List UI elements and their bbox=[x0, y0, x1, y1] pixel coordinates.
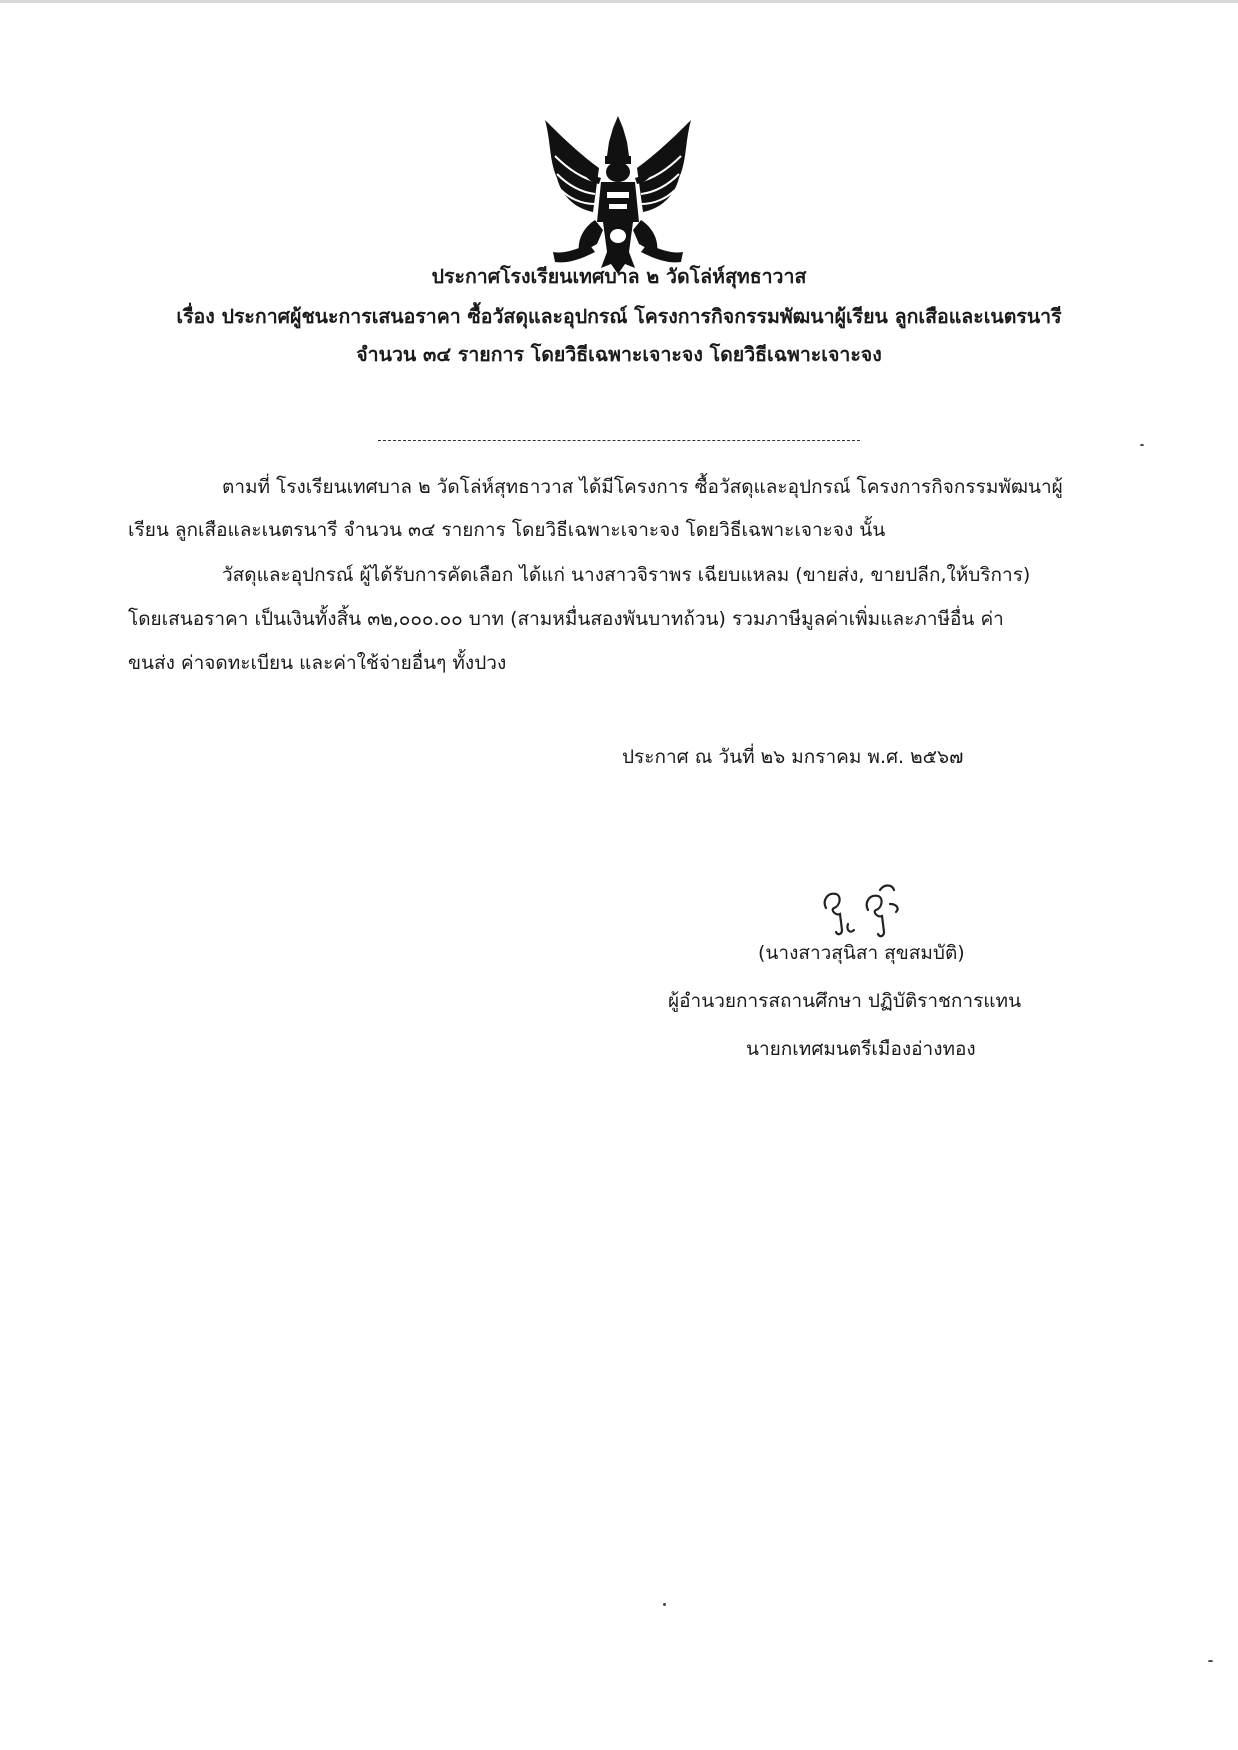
garuda-emblem-icon bbox=[537, 112, 699, 278]
page-top-edge bbox=[0, 0, 1238, 3]
announcement-subject-line2: จำนวน ๓๔ รายการ โดยวิธีเฉพาะเจาะจง โดยวิธีเฉพาะเจาะจง bbox=[356, 343, 882, 366]
announcement-subject: เรื่อง ประกาศผู้ชนะการเสนอราคา ซื้อวัสดุและอุปกรณ์ โครงการกิจกรรมพัฒนาผู้เรียน ลูกเสือและเนตรนารี bbox=[176, 305, 1062, 328]
dashed-divider bbox=[378, 440, 860, 441]
paragraph2-line3: ขนส่ง ค่าจดทะเบียน และค่าใช้จ่ายอื่นๆ ทั้งปวง bbox=[128, 652, 507, 674]
signatory-position: ผู้อำนวยการสถานศึกษา ปฏิบัติราชการแทน bbox=[668, 990, 1022, 1012]
paragraph1-line2: เรียน ลูกเสือและเนตรนารี จำนวน ๓๔ รายการ โดยวิธีเฉพาะเจาะจง โดยวิธีเฉพาะเจาะจง นั้น bbox=[128, 519, 886, 541]
scan-speck bbox=[1140, 444, 1144, 446]
scan-speck bbox=[1208, 1660, 1213, 1662]
announcement-date: ประกาศ ณ วันที่ ๒๖ มกราคม พ.ศ. ๒๕๖๗ bbox=[622, 746, 964, 768]
signatory-position-line2: นายกเทศมนตรีเมืองอ่างทอง bbox=[746, 1038, 976, 1060]
announcement-title: ประกาศโรงเรียนเทศบาล ๒ วัดโล่ห์สุทธาวาส bbox=[431, 265, 807, 288]
paragraph1-line1: ตามที่ โรงเรียนเทศบาล ๒ วัดโล่ห์สุทธาวาส ได้มีโครงการ ซื้อวัสดุและอุปกรณ์ โครงการกิจกรรมพัฒนาผู้ bbox=[222, 476, 1063, 498]
paragraph2-line2: โดยเสนอราคา เป็นเงินทั้งสิ้น ๓๒,๐๐๐.๐๐ บาท (สามหมื่นสองพันบาทถ้วน) รวมภาษีมูลค่าเพิ่มและภาษีอื่น ค่า bbox=[128, 608, 1004, 630]
signatory-name: (นางสาวสุนิสา สุขสมบัติ) bbox=[758, 942, 965, 964]
scan-speck bbox=[663, 1603, 666, 1606]
paragraph2-line1: วัสดุและอุปกรณ์ ผู้ได้รับการคัดเลือก ได้แก่ นางสาวจิราพร เฉียบแหลม (ขายส่ง, ขายปลีก,ให้บริการ) bbox=[222, 564, 1031, 586]
handwritten-signature-icon bbox=[812, 870, 932, 940]
